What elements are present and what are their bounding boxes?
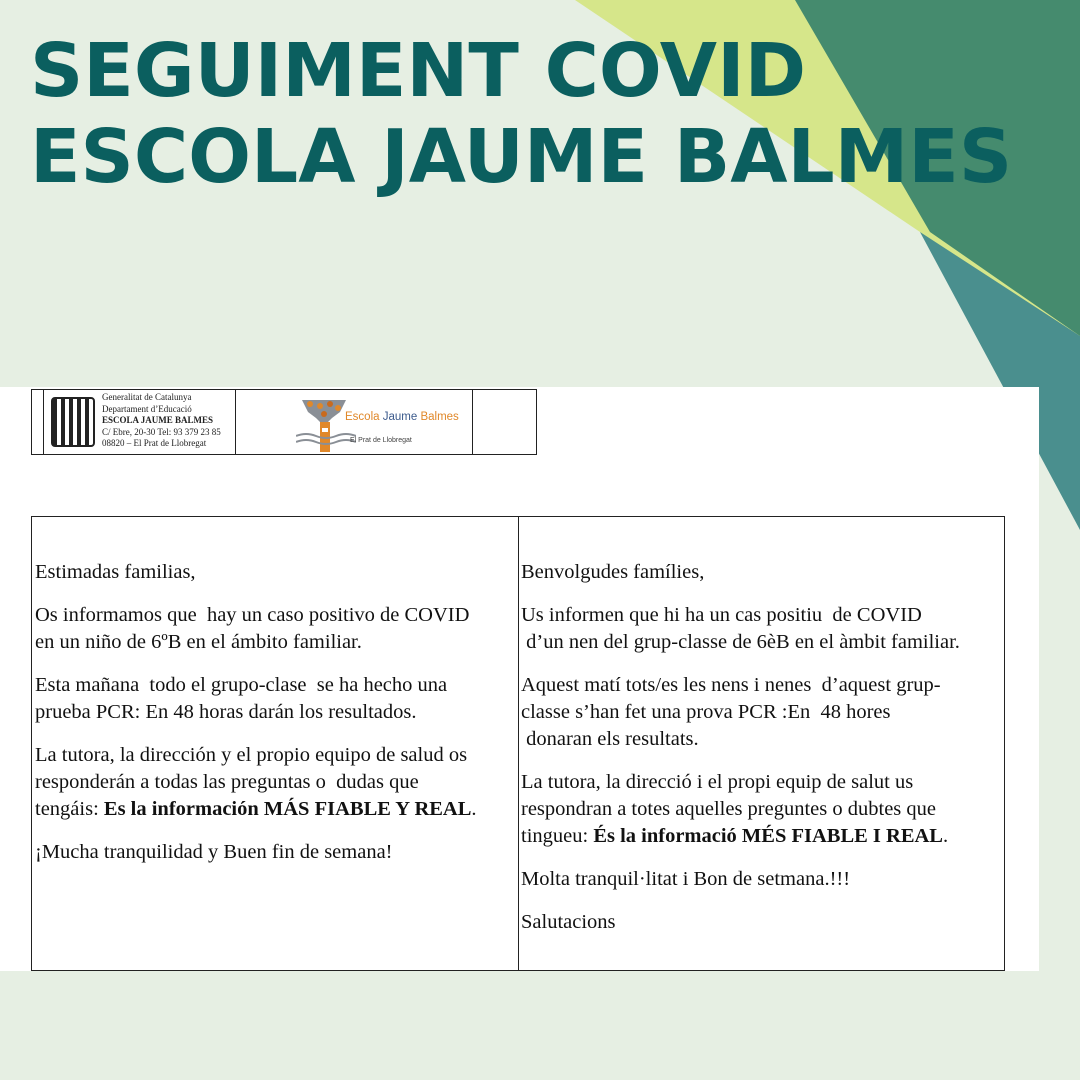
paragraph: Us informen que hi ha un cas positiu de COVID d’un nen del grup-classe de 6èB en el àmbit familiar. xyxy=(521,604,960,653)
bilingual-letter-table xyxy=(31,516,1005,971)
greeting: Benvolgudes famílies, xyxy=(521,561,705,583)
column-divider xyxy=(518,517,519,970)
paragraph-end: . xyxy=(471,798,477,820)
closing: ¡Mucha tranquilidad y Buen fin de semana! xyxy=(35,841,393,863)
letterhead-line: ESCOLA JAUME BALMES xyxy=(102,415,214,425)
paragraph: Aquest matí tots/es les nens i nenes d’aquest grup- classe s’han fet una prova PCR :En 48 hores donaran els resultats. xyxy=(521,674,941,750)
sign-off: Salutacions xyxy=(521,911,616,933)
school-pillar-logo-icon xyxy=(296,396,356,456)
letterhead-divider xyxy=(235,390,236,454)
school-logo-name xyxy=(345,411,459,423)
letterhead-address xyxy=(102,392,221,450)
paragraph: Esta mañana todo el grupo-clase se ha hecho una prueba PCR: En 48 horas darán los resultados. xyxy=(35,674,448,723)
letterhead xyxy=(31,389,537,455)
letter-document xyxy=(0,387,1039,971)
emphasis-text: Es la información MÁS FIABLE Y REAL xyxy=(103,798,472,820)
school-logo-subtitle: El Prat de Llobregat xyxy=(350,437,412,444)
letterhead-line: Generalitat de Catalunya xyxy=(102,392,192,402)
catalan-column xyxy=(521,559,1003,952)
paragraph xyxy=(521,769,1003,850)
logo-name-part: Balmes xyxy=(417,411,459,423)
emphasis-text: És la informació MÉS FIABLE I REAL xyxy=(593,825,943,847)
logo-name-part: Jaume xyxy=(382,411,418,423)
title-line-2: ESCOLA JAUME BALMES xyxy=(30,114,1013,200)
catalonia-crest-icon xyxy=(51,397,95,447)
letterhead-line: 08820 – El Prat de Llobregat xyxy=(102,438,207,448)
paragraph-end: . xyxy=(942,825,949,847)
letterhead-line: C/ Ebre, 20-30 Tel: 93 379 23 85 xyxy=(102,426,221,437)
letterhead-line: Departament d’Educació xyxy=(102,403,192,414)
paragraph: Os informamos que hay un caso positivo de COVID en un niño de 6ºB en el ámbito familiar. xyxy=(35,604,470,653)
letterhead-divider xyxy=(43,390,44,454)
paragraph xyxy=(35,742,515,823)
greeting: Estimadas familias, xyxy=(35,561,196,583)
page-title xyxy=(30,28,1012,200)
spanish-column xyxy=(35,559,515,882)
closing: Molta tranquil·litat i Bon de setmana.!!! xyxy=(521,868,851,890)
logo-name-part: Escola xyxy=(345,411,383,423)
title-line-1: SEGUIMENT COVID xyxy=(30,28,807,114)
paragraph-text: La tutora, la dirección y el propio equipo de salud os responderán a todas las preguntas o dudas que tengáis: xyxy=(35,744,468,820)
letterhead-divider xyxy=(472,390,473,454)
paragraph-text: La tutora, la direcció i el propi equip de salut us respondran a totes aquelles preguntes o dubtes que tingueu: xyxy=(521,771,937,847)
